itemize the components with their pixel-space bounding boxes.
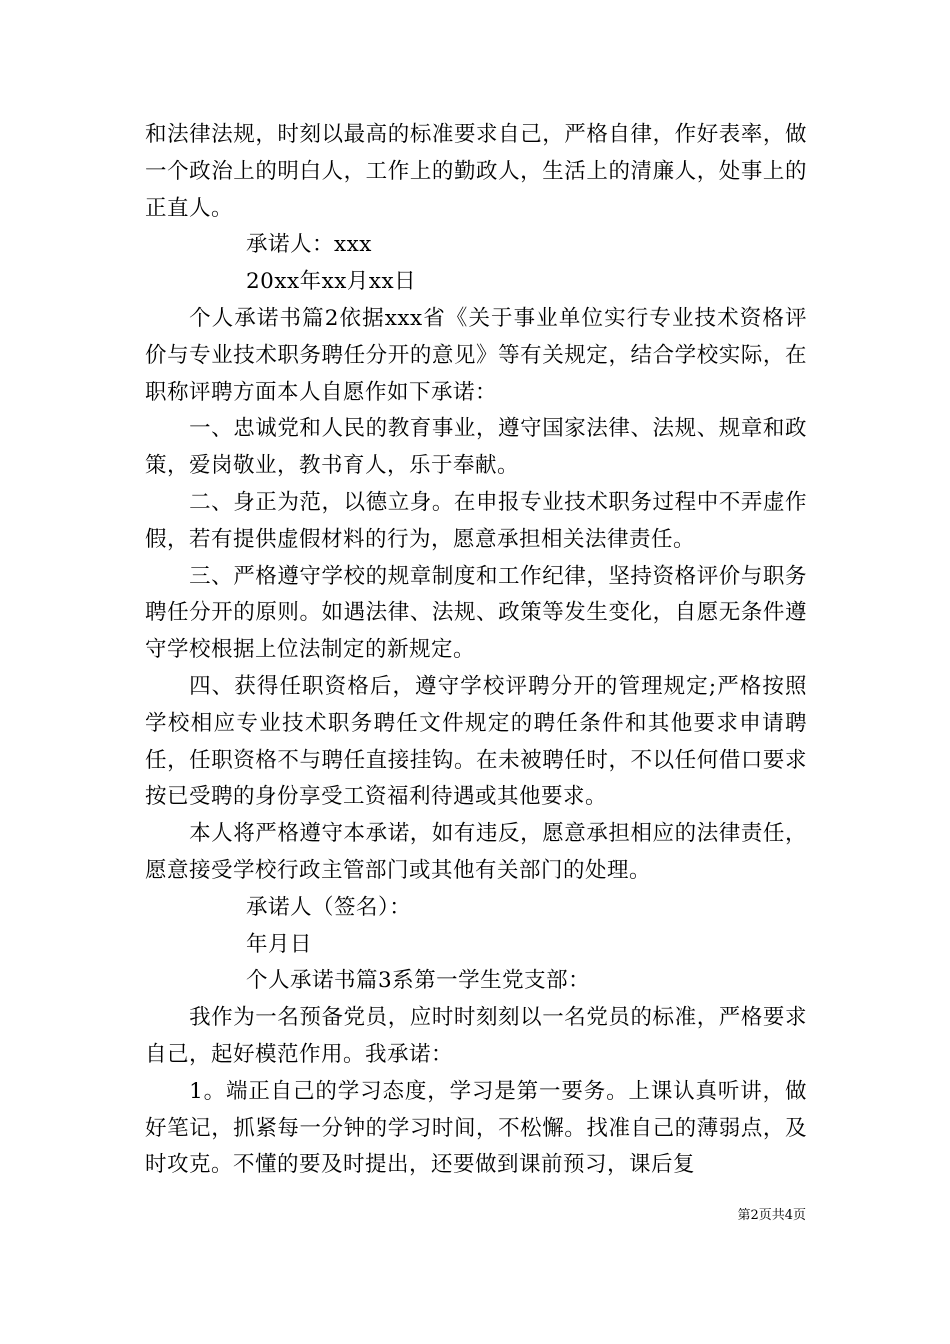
paragraph-continuation: 和法律法规，时刻以最高的标准要求自己，严格自律，作好表率，做一个政治上的明白人，工作上的勤政人，生活上的清廉人，处事上的正直人。 <box>145 122 807 221</box>
paragraph-item-3: 三、严格遵守学校的规章制度和工作纪律，坚持资格评价与职务聘任分开的原则。如遇法律、法规、政策等发生变化，自愿无条件遵守学校根据上位法制定的新规定。 <box>145 563 807 663</box>
page-number: 第2页共4页 <box>737 1208 806 1223</box>
paragraph-item-2: 二、身正为范，以德立身。在申报专业技术职务过程中不弄虚作假，若有提供虚假材料的行为，愿意承担相关法律责任。 <box>145 489 807 552</box>
signature-line: 承诺人（签名）： <box>246 894 412 920</box>
paragraph-item-4: 四、获得任职资格后，遵守学校评聘分开的管理规定;严格按照学校相应专业技术职务聘任文件规定的聘任条件和其他要求申请聘任，任职资格不与聘任直接挂钩。在未被聘任时，不以任何借口要求按已受聘的身份享受工资福利待遇或其他要求。 <box>145 673 807 810</box>
document-body <box>145 117 807 1184</box>
paragraph-article-2-intro: 个人承诺书篇2依据xxx省《关于事业单位实行专业技术资格评价与专业技术职务聘任分开的意见》等有关规定，结合学校实际，在职称评聘方面本人自愿作如下承诺： <box>145 305 807 405</box>
paragraph-closing: 本人将严格遵守本承诺，如有违反，愿意承担相应的法律责任，愿意接受学校行政主管部门或其他有关部门的处理。 <box>145 821 807 883</box>
promisor-line: 承诺人：xxx <box>246 232 372 258</box>
signature-date-line: 年月日 <box>246 931 313 957</box>
article-3-heading: 个人承诺书篇3系第一学生党支部： <box>246 968 591 994</box>
paragraph-item-1: 一、忠诚党和人民的教育事业，遵守国家法律、法规、规章和政策，爱岗敬业，教书育人，乐于奉献。 <box>145 416 807 479</box>
paragraph-article-3-intro: 我作为一名预备党员，应时时刻刻以一名党员的标准，严格要求自己，起好模范作用。我承诺： <box>145 1005 807 1067</box>
date-line: 20xx年xx月xx日 <box>246 269 417 295</box>
paragraph-article-3-item-1: 1。端正自己的学习态度，学习是第一要务。上课认真听讲，做好笔记，抓紧每一分钟的学习时间，不松懈。找准自己的薄弱点，及时攻克。不懂的要及时提出，还要做到课前预习，课后复 <box>145 1078 807 1178</box>
